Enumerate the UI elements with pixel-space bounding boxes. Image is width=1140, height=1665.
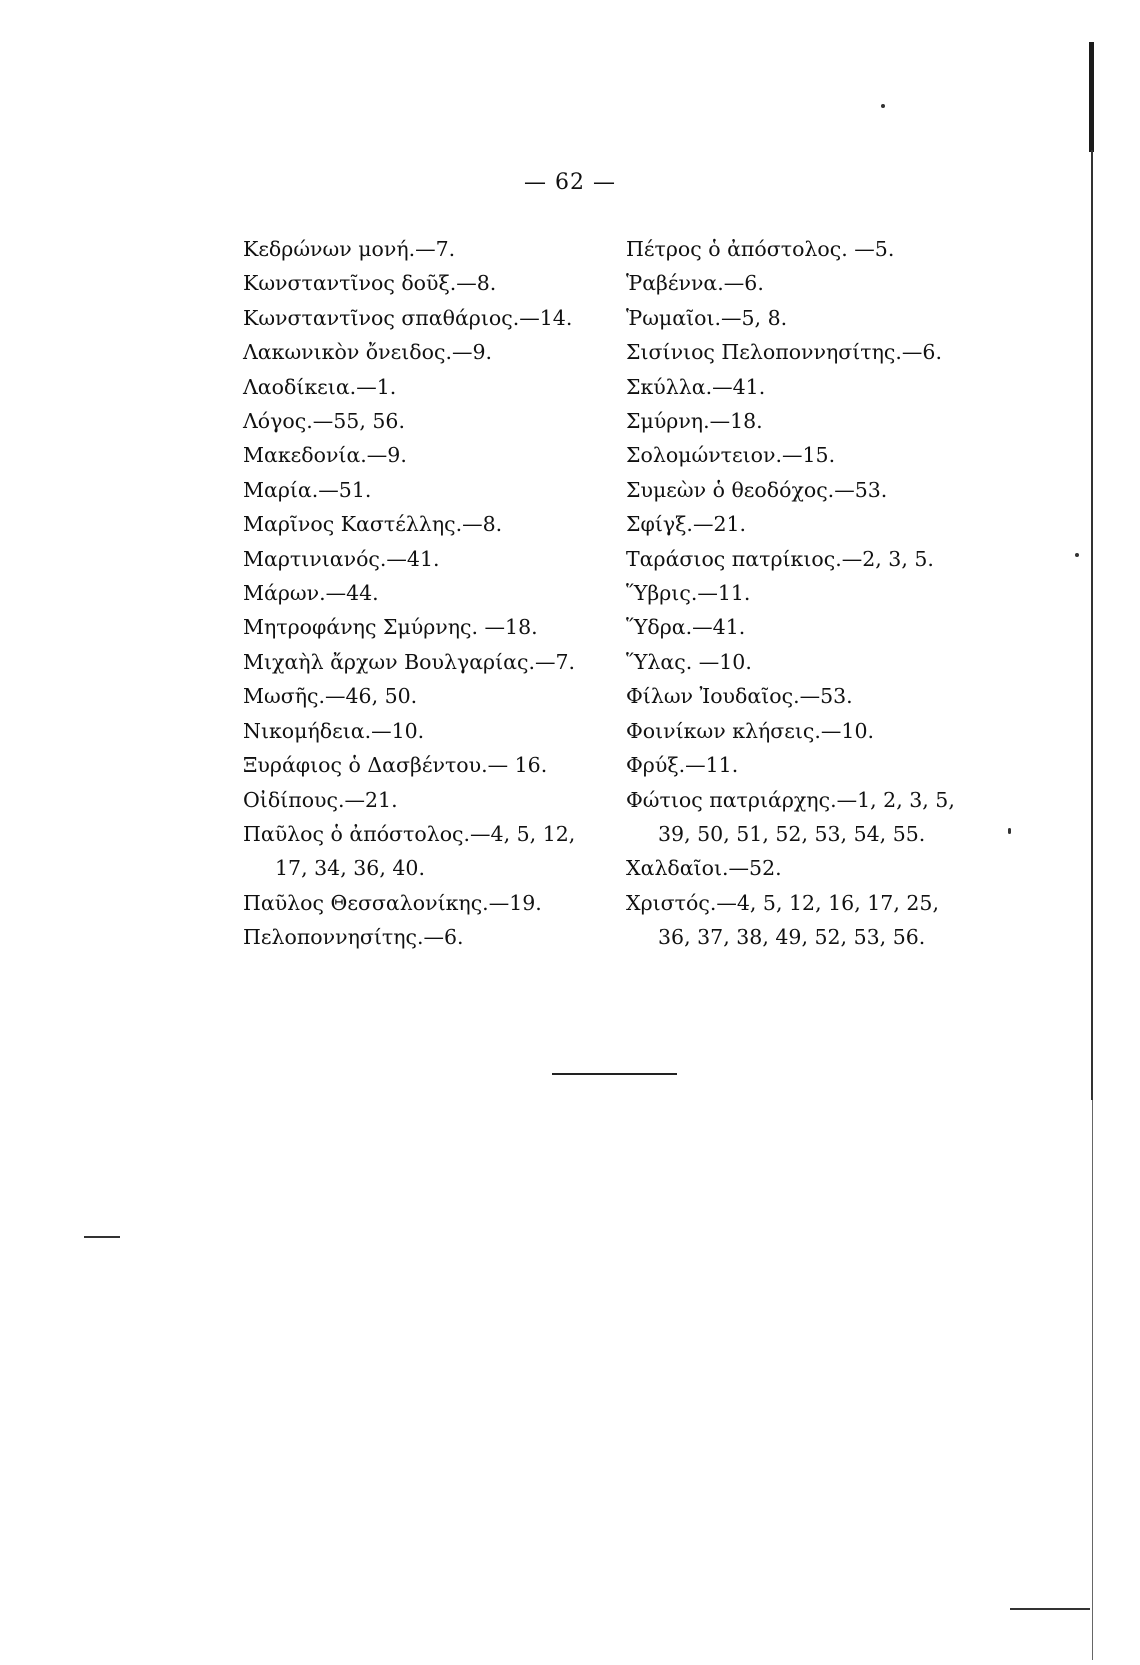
index-entry-text: Συμεὼν ὁ θεοδόχος.—53. xyxy=(626,477,888,502)
binding-edge-shadow xyxy=(1089,42,1094,152)
index-entry xyxy=(243,301,623,335)
index-entry xyxy=(626,301,1026,335)
index-column-right xyxy=(626,232,1026,955)
index-entry xyxy=(243,783,623,817)
index-entry-text: Κωνσταντῖνος δοῦξ.—8. xyxy=(243,271,497,296)
index-entry xyxy=(626,679,1026,713)
index-entry-text: Λαοδίκεια.—1. xyxy=(243,374,397,399)
index-entry-text: Πελοποννησίτης.—6. xyxy=(243,925,464,950)
index-entry xyxy=(243,438,623,472)
index-entry xyxy=(243,576,623,610)
index-entry-text: Μάρων.—44. xyxy=(243,581,379,606)
index-entry xyxy=(243,679,623,713)
index-entry-text: Κεδρώνων μονή.—7. xyxy=(243,237,456,261)
index-entry-continuation: 36, 37, 38, 49, 52, 53, 56. xyxy=(658,925,926,950)
index-entry xyxy=(626,370,1026,404)
index-entry xyxy=(243,748,623,782)
index-entry-text: Φίλων Ἰουδαῖος.—53. xyxy=(626,684,853,709)
index-entry-text: Ὕλας. —10. xyxy=(626,649,752,674)
index-entry xyxy=(243,507,623,541)
index-entry-text: Σμύρνη.—18. xyxy=(626,409,763,434)
index-entry xyxy=(626,576,1026,610)
index-entry xyxy=(243,645,623,679)
index-entry-text: Ῥωμαῖοι.—5, 8. xyxy=(626,305,788,330)
index-entry-text: Σολομώντειον.—15. xyxy=(626,443,836,468)
index-entry xyxy=(243,886,623,920)
index-entry xyxy=(626,266,1026,300)
index-entry-text: Μιχαὴλ ἄρχων Βουλγαρίας.—7. xyxy=(243,649,576,674)
index-entry xyxy=(626,714,1026,748)
index-entry-text: Παῦλος ὁ ἀπόστολος.—4, 5, 12, xyxy=(243,821,576,846)
index-entry xyxy=(243,920,623,954)
index-entry xyxy=(626,335,1026,369)
index-entry xyxy=(243,335,623,369)
index-entry-text: Σκύλλα.—41. xyxy=(626,374,766,399)
index-entry-text: Σφίγξ.—21. xyxy=(626,512,747,537)
index-entry-text: Ὕδρα.—41. xyxy=(626,615,746,640)
index-entry-text: Λακωνικὸν ὄνειδος.—9. xyxy=(243,340,493,365)
index-entry-text: Παῦλος Θεσσαλονίκης.—19. xyxy=(243,890,542,915)
index-entry-text: Μωσῆς.—46, 50. xyxy=(243,684,418,709)
index-entry-text: Ξυράφιος ὁ Δασβέντου.— 16. xyxy=(243,753,548,778)
index-entry-text: Μητροφάνης Σμύρνης. —18. xyxy=(243,615,538,640)
index-entry xyxy=(626,542,1026,576)
index-entry xyxy=(243,817,623,886)
index-entry xyxy=(243,610,623,644)
index-entry xyxy=(243,404,623,438)
index-entry xyxy=(626,851,1026,885)
index-entry xyxy=(626,748,1026,782)
index-entry-text: Μαρῖνος Καστέλλης.—8. xyxy=(243,512,503,537)
index-entry xyxy=(243,473,623,507)
index-entry-text: Ῥαβέννα.—6. xyxy=(626,271,764,296)
margin-mark xyxy=(84,1236,120,1238)
index-entry-text: Φώτιος πατριάρχης.—1, 2, 3, 5, xyxy=(626,787,955,812)
index-entry xyxy=(626,232,1026,266)
index-entry xyxy=(626,438,1026,472)
index-entry xyxy=(626,886,1026,955)
index-entry xyxy=(626,645,1026,679)
margin-mark xyxy=(1010,1608,1090,1610)
index-entry xyxy=(243,266,623,300)
index-entry-text: Φρύξ.—11. xyxy=(626,753,739,778)
closing-rule xyxy=(552,1073,677,1075)
index-entry xyxy=(243,714,623,748)
index-entry-text: Μακεδονία.—9. xyxy=(243,443,407,468)
index-entry xyxy=(626,610,1026,644)
index-entry-text: Ὕβρις.—11. xyxy=(626,581,751,606)
index-entry-text: Μαρτινιανός.—41. xyxy=(243,546,440,571)
speck xyxy=(1008,828,1011,834)
page-number: — 62 — xyxy=(524,170,616,195)
index-entry-continuation: 17, 34, 36, 40. xyxy=(275,856,425,881)
index-entry-text: Σισίνιος Πελοποννησίτης.—6. xyxy=(626,340,942,365)
index-entry-text: Νικομήδεια.—10. xyxy=(243,718,425,743)
index-entry xyxy=(626,783,1026,852)
index-entry-text: Κωνσταντῖνος σπαθάριος.—14. xyxy=(243,305,573,330)
index-entry-text: Λόγος.—55, 56. xyxy=(243,409,405,434)
index-entry-text: Οἰδίπους.—21. xyxy=(243,787,398,812)
index-entry-text: Χαλδαῖοι.—52. xyxy=(626,856,782,881)
index-column-left xyxy=(243,232,623,955)
speck xyxy=(881,104,885,108)
index-entry xyxy=(626,404,1026,438)
index-entry-text: Πέτρος ὁ ἀπόστολος. —5. xyxy=(626,237,895,261)
index-entry xyxy=(626,473,1026,507)
speck xyxy=(1075,553,1079,557)
index-entry xyxy=(626,507,1026,541)
index-entry-text: Χριστός.—4, 5, 12, 16, 17, 25, xyxy=(626,890,939,915)
binding-edge-line-lower xyxy=(1092,1100,1093,1660)
index-entry xyxy=(243,542,623,576)
index-entry xyxy=(243,370,623,404)
index-entry-text: Ταράσιος πατρίκιος.—2, 3, 5. xyxy=(626,546,934,571)
index-entry-text: Φοινίκων κλήσεις.—10. xyxy=(626,718,875,743)
index-entry xyxy=(243,232,623,266)
index-entry-continuation: 39, 50, 51, 52, 53, 54, 55. xyxy=(658,821,926,846)
index-entry-text: Μαρία.—51. xyxy=(243,477,372,502)
binding-edge-line xyxy=(1091,150,1093,1100)
